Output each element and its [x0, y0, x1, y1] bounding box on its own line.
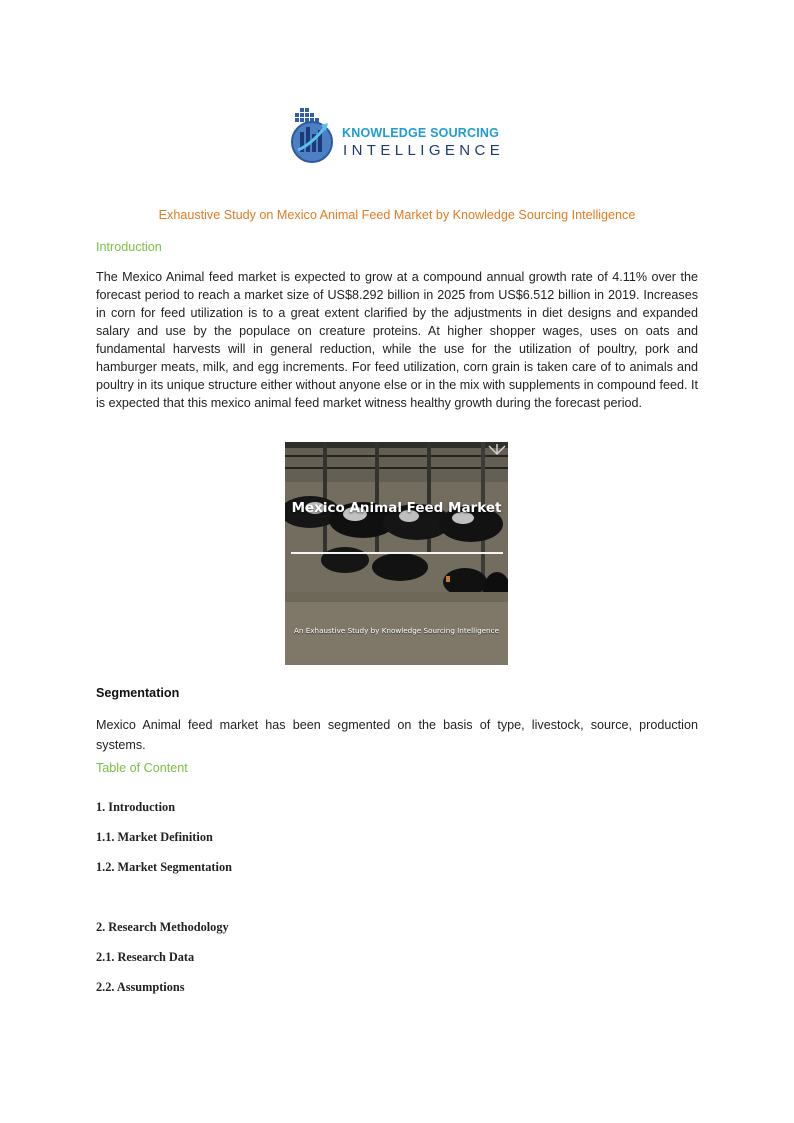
company-logo: [290, 104, 510, 168]
introduction-heading: Introduction: [96, 240, 162, 254]
logo-mark-icon: [290, 104, 338, 166]
toc-item: 2.1. Research Data: [96, 950, 195, 964]
toc-item: 1.2. Market Segmentation: [96, 860, 232, 874]
cover-divider: [291, 552, 503, 554]
segmentation-paragraph: Mexico Animal feed market has been segmented on the basis of type, livestock, source, production systems.: [96, 718, 698, 752]
logo-text-primary: KNOWLEDGE SOURCING: [342, 126, 500, 140]
toc-item: 1.1. Market Definition: [96, 830, 213, 844]
toc-item: 2.2. Assumptions: [96, 980, 185, 994]
toc-item: 2. Research Methodology: [96, 920, 229, 934]
toc-item: 1. Introduction: [96, 800, 176, 814]
introduction-paragraph: The Mexico Animal feed market is expected to grow at a compound annual growth rate of 4.11% over the forecast period to reach a market size of US$8.292 billion in 2025 from US$6.512 billion in 2019. Increases in corn for feed utilization is to a great extent clarified by the adjustments in diet designs and expanded salary and use by the populace on creature proteins. At higher shopper wages, uses on oats and fundamental harvests will in general reduction, while the use for the utilization of poultry, pork and hamburger meats, milk, and egg increments. For feed utilization, corn grain is taken care of to animals and poultry in its unique structure either without anyone else or in the mix with supplements in compound feed. It is expected that this mexico animal feed market witness healthy growth during the forecast period.: [96, 270, 698, 410]
toc-heading: Table of Content: [96, 761, 188, 775]
cover-image: [285, 442, 508, 665]
document-title: Exhaustive Study on Mexico Animal Feed Market by Knowledge Sourcing Intelligence: [158, 208, 636, 222]
cover-title: Mexico Animal Feed Market: [291, 500, 502, 516]
cover-subtitle: An Exhaustive Study by Knowledge Sourcing Intelligence: [293, 626, 499, 635]
segmentation-heading: Segmentation: [96, 686, 180, 700]
logo-text-secondary: INTELLIGENCE: [343, 142, 505, 159]
